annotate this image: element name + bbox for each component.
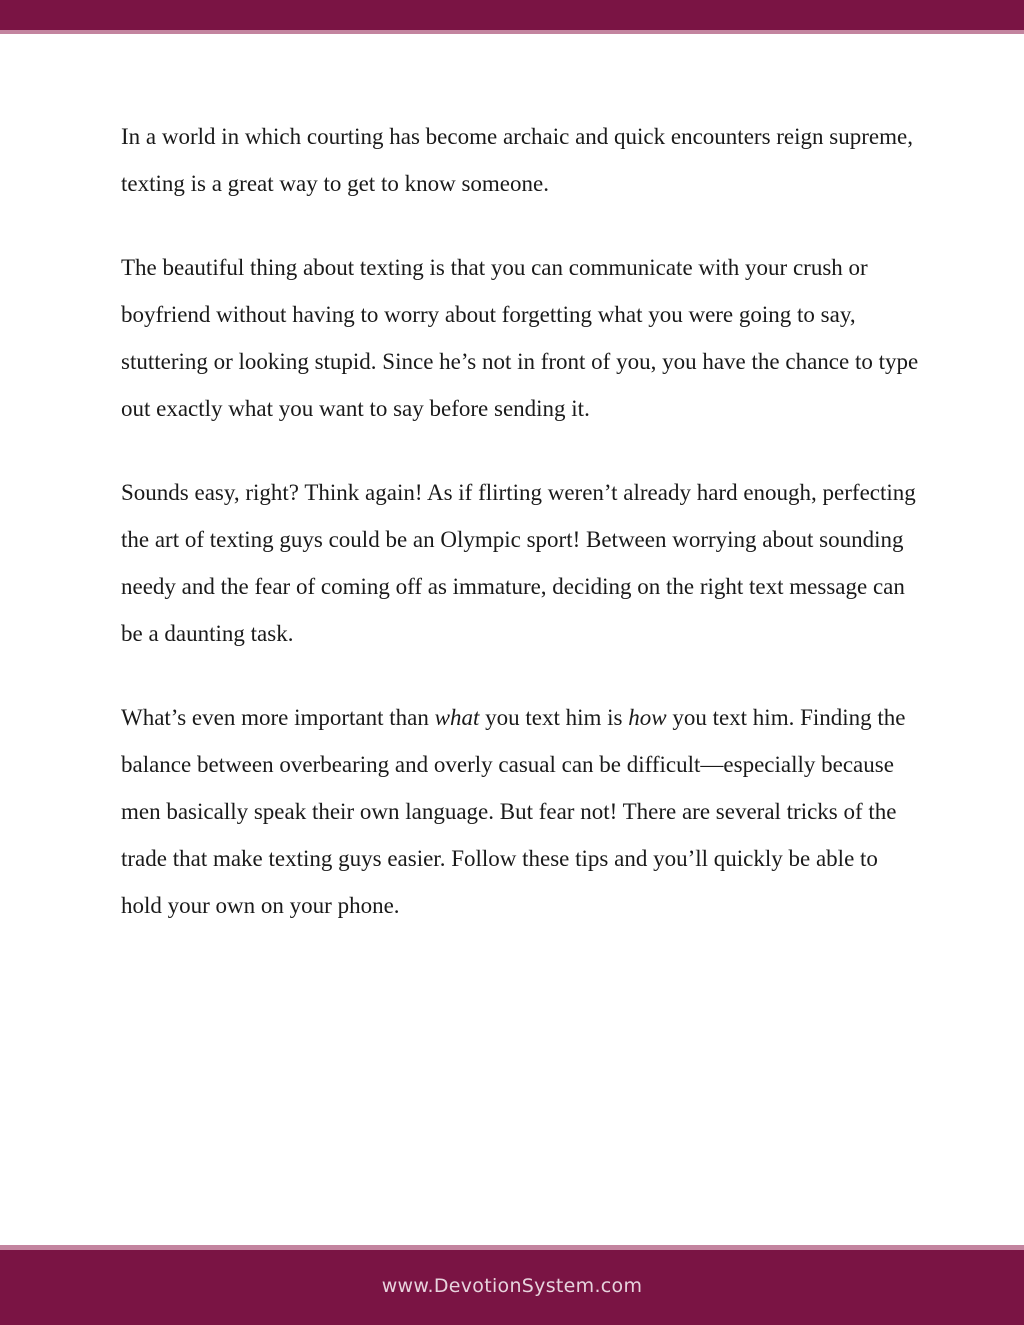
header-divider <box>0 30 1024 34</box>
paragraph-2: The beautiful thing about texting is that you can communicate with your crush or boyfriend without having to worry about forgetting what you were going to say, stuttering or looking stupid. Since he’s not in front of you, you have the chance to type out exactly what you want to say before sending it. <box>121 255 919 421</box>
emphasis-what: what <box>434 705 480 730</box>
emphasis-how: how <box>628 705 667 730</box>
paragraph-1: In a world in which courting has become archaic and quick encounters reign supreme, texting is a great way to get to know someone. <box>121 124 913 196</box>
footer-url[interactable]: www.DevotionSystem.com <box>381 1275 643 1297</box>
header-band <box>0 0 1024 30</box>
paragraph-4 <box>121 694 921 929</box>
paragraph-3: Sounds easy, right? Think again! As if flirting weren’t already hard enough, perfecting the art of texting guys could be an Olympic sport! Between worrying about sounding needy and the fear of coming off as immature, deciding on the right text message can be a daunting task. <box>121 480 916 646</box>
paragraph-4-text: you text him. Finding the balance between overbearing and overly casual can be difficult—especially because men basically speak their own language. But fear not! There are several tricks of the trade that make texting guys easier. Follow these tips and you’ll quickly be able to hold your own on your phone. <box>121 705 906 918</box>
document-body <box>121 113 921 966</box>
paragraph-4-text: you text him is <box>479 705 629 730</box>
paragraph-4-text: What’s even more important than <box>121 705 435 730</box>
